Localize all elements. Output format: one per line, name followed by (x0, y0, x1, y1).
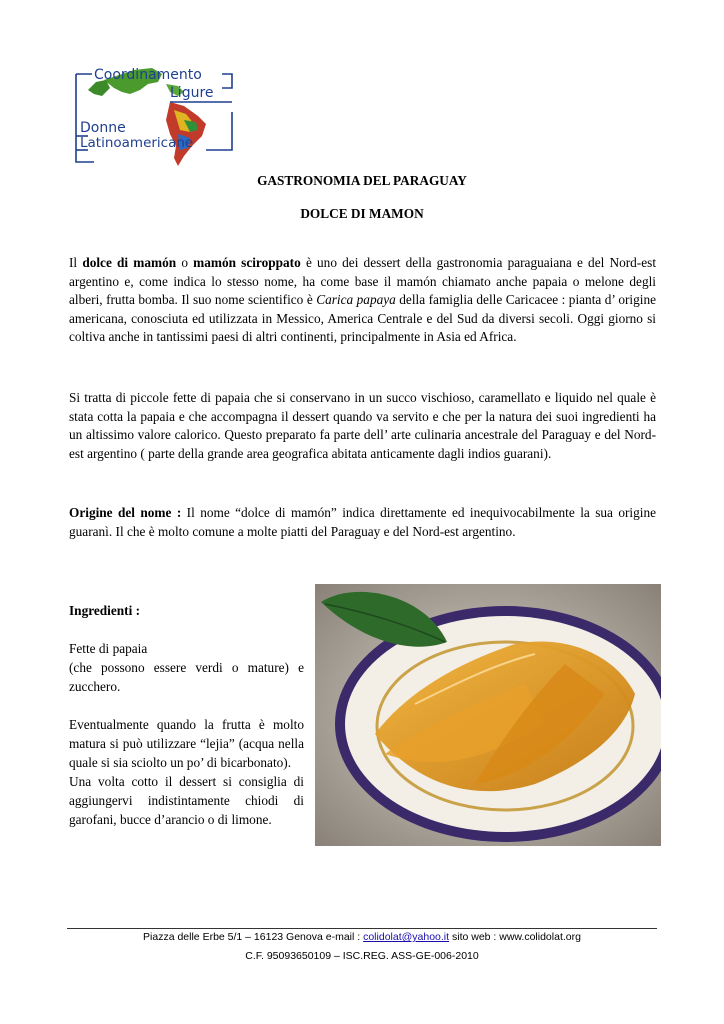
page-subtitle: DOLCE DI MAMON (300, 206, 424, 221)
ingredient-line-3: Eventualmente quando la frutta è molto matura si può utilizzare “lejia” (acqua nella quale si sia sciolto un po’ di bicarbonato). (69, 717, 304, 770)
origin-label: Origine del nome : (69, 505, 182, 520)
logo-line-1: Coordinamento (94, 67, 202, 83)
ingredient-line-1: Fette di papaia (69, 641, 148, 656)
footer-contact (0, 931, 724, 943)
ingredient-line-4: Una volta cotto il dessert si consiglia di aggiungervi indistintamente chiodi di garofani, bucce d’arancio o di limone. (69, 774, 304, 827)
footer-email-link[interactable]: colidolat@yahoo.it (363, 931, 450, 943)
page-title: GASTRONOMIA DEL PARAGUAY (257, 173, 467, 188)
origin-text: Il nome “dolce di mamón” indica direttamente ed inequivocabilmente la sua origine guaranì. Il che è molto comune a molte piatti del Paraguay e del Nord-est argentino. (69, 505, 656, 539)
description-paragraph: Si tratta di piccole fette di papaia che si conservano in un succo vischioso, caramellato e liquido nel quale è stata cotta la papaia e che accompagna il dessert quando va servito e che per la natura dei suoi ingredienti ha un altissimo valore calorico. Questo preparato fa parte dell’ arte culinaria ancestrale del Paraguay e del Nord-est argentino ( parte della grande area geografica abitata anticamente dagli indios guarani). (69, 390, 656, 461)
intro-bold-2: mamón sciroppato (193, 255, 301, 270)
ingredients-title: Ingredienti : (69, 603, 141, 618)
origin-paragraph (69, 504, 656, 541)
intro-paragraph (69, 254, 656, 347)
intro-bold-1: dolce di mamón (82, 255, 177, 270)
ingredients-list (69, 639, 304, 829)
ingredient-line-2: (che possono essere verdi o mature) e zucchero. (69, 660, 304, 694)
dessert-photo (315, 584, 661, 846)
logo-line-4: Latinoamericane (80, 135, 194, 151)
intro-text-4: della famiglia delle Caricacee : pianta d’ origine americana, conosciuta ed utilizzata in Messico, America Centrale e del Sud da diversi secoli. Oggi giorno si coltiva anche in tantissimi paesi di altri continenti, principalmente in Asia ed Africa. (69, 292, 657, 344)
intro-text-3: è uno dei dessert della gastronomia paraguaiana e del Nord-est argentino e, come indica lo stesso nome, ha come base il mamón chiamato anche papaia o melone degli alberi, frutta bomba. Il suo nome scientifico è (69, 255, 657, 307)
intro-italic: Carica papaya (316, 292, 396, 307)
footer-registration: C.F. 95093650109 – ISC.REG. ASS-GE-006-2010 (245, 950, 479, 962)
footer-divider (67, 928, 657, 929)
footer-address: Piazza delle Erbe 5/1 – 16123 Genova e-mail : (143, 931, 364, 943)
association-logo (74, 62, 234, 172)
logo-line-3: Donne (80, 120, 126, 136)
logo-line-2: Ligure (170, 85, 214, 101)
intro-text-1: Il (69, 255, 83, 270)
intro-text-2: o (176, 255, 194, 270)
footer-website: sito web : www.colidolat.org (449, 931, 581, 943)
